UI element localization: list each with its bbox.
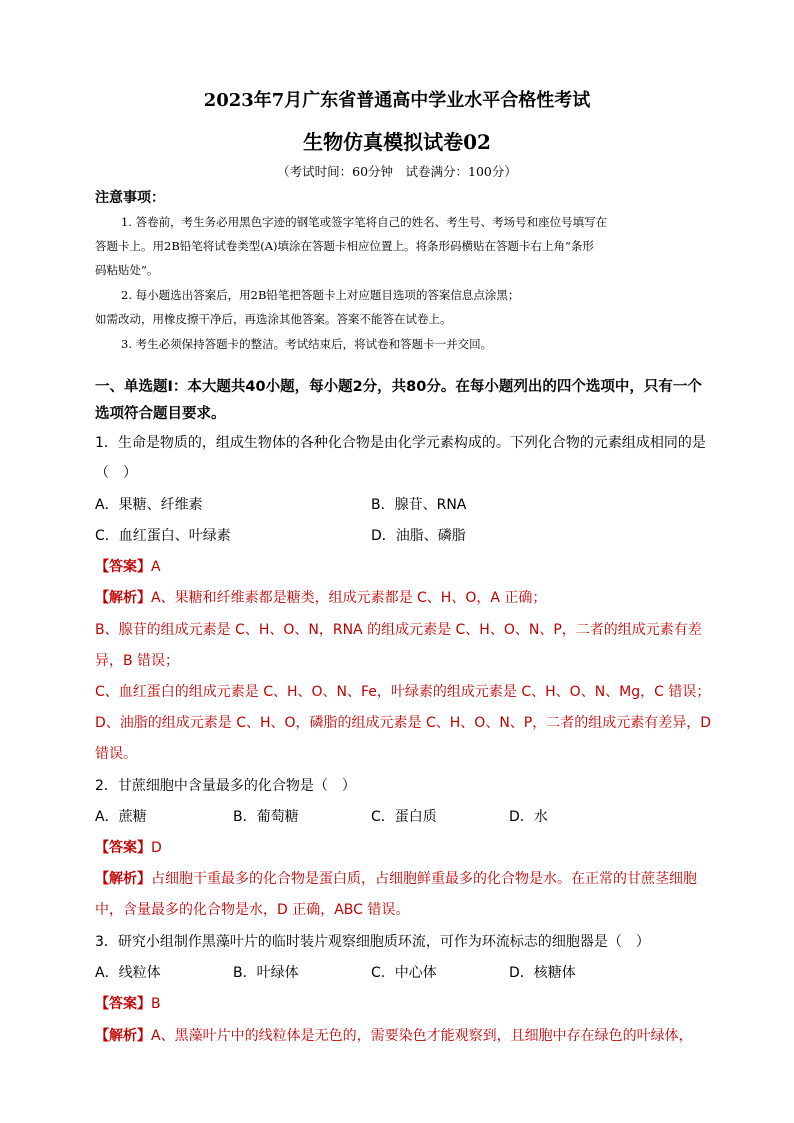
analysis-label: 【解析】	[95, 1028, 151, 1044]
analysis-text: A、果糖和纤维素都是糖类，组成元素都是 C、H、O，A 正确；	[151, 590, 547, 606]
answer-label: 【答案】	[95, 996, 151, 1012]
answer-label: 【答案】	[95, 840, 151, 856]
q2-answer	[95, 837, 162, 857]
note-line: 答题卡上。用2B铅笔将试卷类型(A)填涂在答题卡相应位置上。将条形码横贴在答题卡右上角“条形	[95, 239, 594, 253]
q2-option-b: B．葡萄糖	[233, 809, 299, 825]
paper-title: 生物仿真模拟试卷02	[303, 130, 491, 154]
answer-value: A	[151, 559, 161, 575]
q2-option-d: D．水	[509, 809, 548, 825]
question-1-blank: （ ）	[95, 465, 137, 481]
q1-answer	[95, 556, 161, 576]
q1-option-c: C．血红蛋白、叶绿素	[95, 528, 231, 544]
answer-value: D	[151, 840, 162, 856]
note-line: 2. 每小题选出答案后，用2B铅笔把答题卡上对应题目选项的答案信息点涂黑；	[121, 288, 520, 302]
q2-analysis-line: 中，含量最多的化合物是水，D 正确，ABC 错误。	[95, 902, 410, 918]
q1-option-a: A．果糖、纤维素	[95, 497, 203, 513]
q3-answer	[95, 993, 161, 1013]
question-2-stem: 2．甘蔗细胞中含量最多的化合物是（ ）	[95, 778, 356, 794]
q3-option-a: A．线粒体	[95, 965, 161, 981]
exam-time-info: （考试时间：60分钟 试卷满分：100分）	[277, 164, 517, 179]
q1-option-b: B．腺苷、RNA	[371, 497, 467, 513]
note-line: 1. 答卷前，考生务必用黑色字迹的钢笔或签字笔将自己的姓名、考生号、考场号和座位号填写在	[121, 215, 608, 229]
q3-option-d: D．核糖体	[509, 965, 576, 981]
q1-analysis-line	[95, 587, 546, 607]
exam-title: 2023年7月广东省普通高中学业水平合格性考试	[203, 90, 591, 111]
analysis-text: 占细胞干重最多的化合物是蛋白质，占细胞鲜重最多的化合物是水。在正常的甘蔗茎细胞	[151, 871, 697, 887]
question-1-stem: 1．生命是物质的，组成生物体的各种化合物是由化学元素构成的。下列化合物的元素组成相同的是	[95, 435, 706, 451]
analysis-text: A、黑藻叶片中的线粒体是无色的，需要染色才能观察到，且细胞中存在绿色的叶绿体，	[151, 1028, 693, 1044]
q3-analysis-line	[95, 1025, 693, 1045]
question-3-stem: 3．研究小组制作黑藻叶片的临时装片观察细胞质环流，可作为环流标志的细胞器是（ ）	[95, 934, 650, 950]
q1-option-d: D．油脂、磷脂	[371, 528, 466, 544]
q3-option-b: B．叶绿体	[233, 965, 299, 981]
q1-analysis-line: D、油脂的组成元素是 C、H、O，磷脂的组成元素是 C、H、O、N、P，二者的组成元素有差异，D	[95, 715, 712, 731]
answer-value: B	[151, 996, 161, 1012]
notes-heading: 注意事项：	[95, 190, 165, 206]
note-line: 如需改动，用橡皮擦干净后，再选涂其他答案。答案不能答在试卷上。	[95, 312, 452, 326]
q2-option-a: A．蔗糖	[95, 809, 147, 825]
q2-option-c: C．蛋白质	[371, 809, 437, 825]
analysis-label: 【解析】	[95, 590, 151, 606]
section-heading: 一、单选题Ⅰ：本大题共40小题，每小题2分，共80分。在每小题列出的四个选项中，只有一个	[95, 379, 702, 395]
q2-analysis-line	[95, 868, 697, 888]
q1-analysis-line: 错误。	[95, 746, 137, 762]
q1-analysis-line: C、血红蛋白的组成元素是 C、H、O、N、Fe，叶绿素的组成元素是 C、H、O、N、Mg，C 错误；	[95, 684, 711, 700]
note-line: 码粘贴处”。	[95, 263, 159, 277]
analysis-label: 【解析】	[95, 871, 151, 887]
answer-label: 【答案】	[95, 559, 151, 575]
note-line: 3. 考生必须保持答题卡的整洁。考试结束后，将试卷和答题卡一并交回。	[121, 337, 493, 351]
q1-analysis-line: B、腺苷的组成元素是 C、H、O、N，RNA 的组成元素是 C、H、O、N、P，二者的组成元素有差	[95, 622, 702, 638]
q1-analysis-line: 异，B 错误；	[95, 653, 180, 669]
section-heading-cont: 选项符合题目要求。	[95, 406, 226, 422]
q3-option-c: C．中心体	[371, 965, 437, 981]
